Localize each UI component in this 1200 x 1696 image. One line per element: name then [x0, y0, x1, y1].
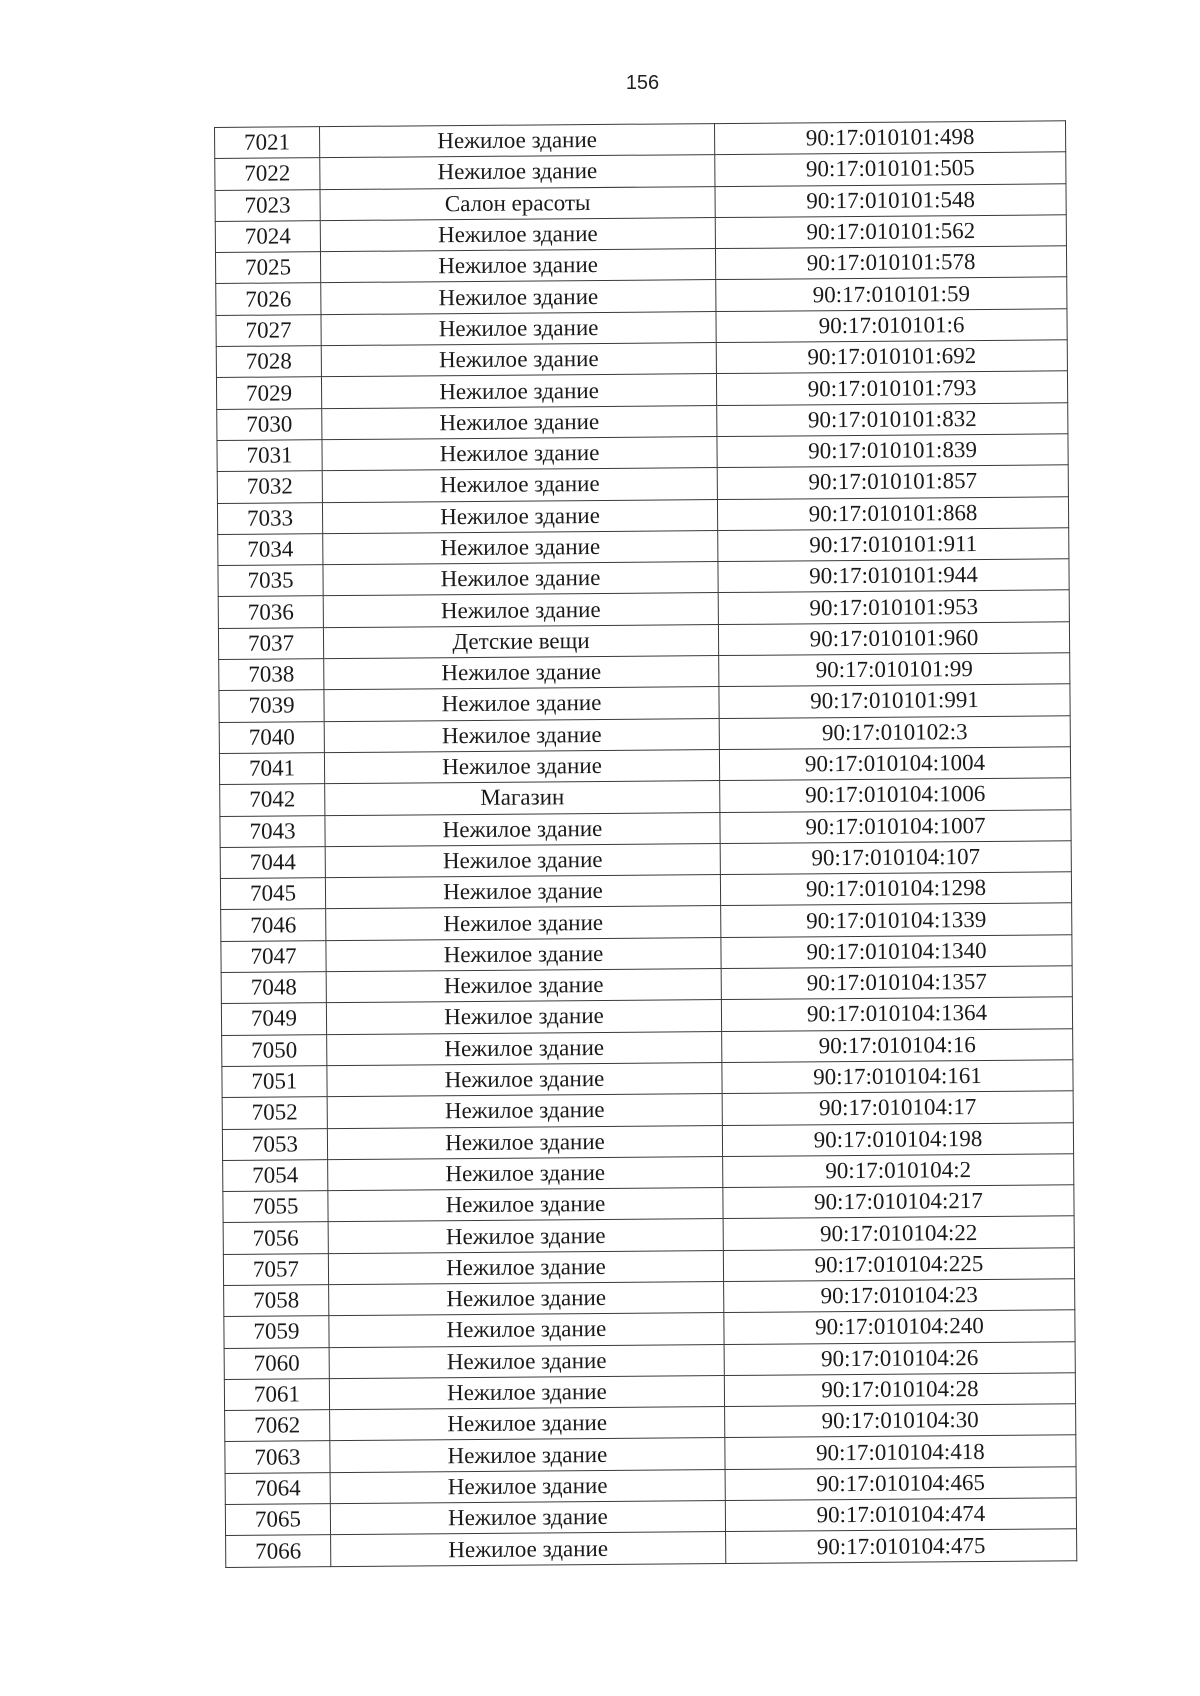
cadastral-number-cell: 90:17:010104:1340: [721, 935, 1072, 969]
object-name-cell: Нежилое здание: [323, 593, 718, 627]
object-name-cell: Нежилое здание: [323, 562, 718, 596]
object-name-cell: Детские вещи: [323, 624, 718, 658]
row-number-cell: 7030: [217, 408, 322, 440]
table-row: [226, 1529, 1077, 1567]
object-name-cell: Салон ерасоты: [320, 186, 715, 220]
row-number-cell: 7039: [219, 690, 324, 722]
object-name-cell: Нежилое здание: [330, 1407, 725, 1441]
cadastral-number-cell: 90:17:010101:498: [714, 121, 1065, 155]
row-number-cell: 7063: [225, 1441, 330, 1473]
registry-table: [214, 120, 1077, 1567]
cadastral-number-cell: 90:17:010104:474: [725, 1498, 1076, 1532]
object-name-cell: Нежилое здание: [327, 1094, 722, 1128]
row-number-cell: 7052: [222, 1097, 327, 1129]
row-number-cell: 7048: [221, 972, 326, 1004]
cadastral-number-cell: 90:17:010101:578: [715, 246, 1066, 280]
object-name-cell: Нежилое здание: [327, 1031, 722, 1065]
object-name-cell: Нежилое здание: [320, 124, 715, 158]
object-name-cell: Нежилое здание: [321, 374, 716, 408]
cadastral-number-cell: 90:17:010104:1298: [720, 872, 1071, 906]
object-name-cell: Нежилое здание: [324, 687, 719, 721]
object-name-cell: Нежилое здание: [330, 1469, 725, 1503]
row-number-cell: 7036: [218, 596, 323, 628]
row-number-cell: 7045: [220, 878, 325, 910]
row-number-cell: 7031: [217, 440, 322, 472]
row-number-cell: 7059: [224, 1316, 329, 1348]
cadastral-number-cell: 90:17:010101:692: [716, 340, 1067, 374]
object-name-cell: Нежилое здание: [325, 843, 720, 877]
object-name-cell: Нежилое здание: [326, 969, 721, 1003]
row-number-cell: 7024: [215, 221, 320, 253]
registry-table-body: [215, 121, 1077, 1567]
cadastral-number-cell: 90:17:010101:59: [716, 277, 1067, 311]
object-name-cell: Нежилое здание: [325, 875, 720, 909]
row-number-cell: 7026: [216, 283, 321, 315]
row-number-cell: 7041: [219, 753, 324, 785]
row-number-cell: 7058: [224, 1285, 329, 1317]
row-number-cell: 7042: [220, 784, 325, 816]
object-name-cell: Нежилое здание: [328, 1219, 723, 1253]
cadastral-number-cell: 90:17:010104:240: [724, 1310, 1075, 1344]
cadastral-number-cell: 90:17:010101:991: [719, 684, 1070, 718]
cadastral-number-cell: 90:17:010104:217: [723, 1185, 1074, 1219]
row-number-cell: 7047: [221, 940, 326, 972]
object-name-cell: Нежилое здание: [322, 437, 717, 471]
cadastral-number-cell: 90:17:010102:3: [719, 715, 1070, 749]
row-number-cell: 7029: [216, 377, 321, 409]
row-number-cell: 7037: [218, 627, 323, 659]
object-name-cell: Нежилое здание: [324, 749, 719, 783]
row-number-cell: 7046: [221, 909, 326, 941]
cadastral-number-cell: 90:17:010104:161: [722, 1060, 1073, 1094]
row-number-cell: 7055: [223, 1191, 328, 1223]
row-number-cell: 7023: [215, 189, 320, 221]
object-name-cell: Нежилое здание: [330, 1501, 725, 1535]
cadastral-number-cell: 90:17:010104:1007: [720, 809, 1071, 843]
row-number-cell: 7061: [224, 1379, 329, 1411]
object-name-cell: Нежилое здание: [331, 1532, 726, 1566]
row-number-cell: 7057: [223, 1253, 328, 1285]
cadastral-number-cell: 90:17:010104:23: [724, 1279, 1075, 1313]
cadastral-number-cell: 90:17:010104:1339: [721, 903, 1072, 937]
cadastral-number-cell: 90:17:010104:1364: [721, 997, 1072, 1031]
cadastral-number-cell: 90:17:010101:944: [718, 559, 1069, 593]
row-number-cell: 7056: [223, 1222, 328, 1254]
row-number-cell: 7050: [222, 1034, 327, 1066]
cadastral-number-cell: 90:17:010104:26: [724, 1341, 1075, 1375]
object-name-cell: Нежилое здание: [327, 1062, 722, 1096]
row-number-cell: 7065: [225, 1504, 330, 1536]
row-number-cell: 7051: [222, 1066, 327, 1098]
cadastral-number-cell: 90:17:010101:868: [717, 496, 1068, 530]
cadastral-number-cell: 90:17:010101:857: [717, 465, 1068, 499]
object-name-cell: Нежилое здание: [328, 1188, 723, 1222]
cadastral-number-cell: 90:17:010101:562: [715, 215, 1066, 249]
object-name-cell: Нежилое здание: [322, 468, 717, 502]
row-number-cell: 7027: [216, 314, 321, 346]
row-number-cell: 7033: [217, 502, 322, 534]
object-name-cell: Нежилое здание: [329, 1313, 724, 1347]
row-number-cell: 7064: [225, 1472, 330, 1504]
row-number-cell: 7044: [220, 846, 325, 878]
row-number-cell: 7062: [225, 1410, 330, 1442]
cadastral-number-cell: 90:17:010101:99: [719, 653, 1070, 687]
object-name-cell: Нежилое здание: [320, 155, 715, 189]
object-name-cell: Нежилое здание: [324, 656, 719, 690]
cadastral-number-cell: 90:17:010104:475: [726, 1529, 1077, 1563]
object-name-cell: Нежилое здание: [328, 1156, 723, 1190]
object-name-cell: Нежилое здание: [326, 937, 721, 971]
cadastral-number-cell: 90:17:010101:6: [716, 309, 1067, 343]
cadastral-number-cell: 90:17:010104:465: [725, 1467, 1076, 1501]
cadastral-number-cell: 90:17:010104:22: [723, 1216, 1074, 1250]
object-name-cell: Нежилое здание: [329, 1344, 724, 1378]
cadastral-number-cell: 90:17:010104:418: [725, 1435, 1076, 1469]
row-number-cell: 7022: [215, 158, 320, 190]
object-name-cell: Нежилое здание: [321, 343, 716, 377]
cadastral-number-cell: 90:17:010104:16: [722, 1028, 1073, 1062]
cadastral-number-cell: 90:17:010104:30: [725, 1404, 1076, 1438]
object-name-cell: Нежилое здание: [321, 280, 716, 314]
object-name-cell: Нежилое здание: [330, 1438, 725, 1472]
object-name-cell: Нежилое здание: [323, 530, 718, 564]
object-name-cell: Нежилое здание: [320, 217, 715, 251]
object-name-cell: Нежилое здание: [322, 405, 717, 439]
object-name-cell: Нежилое здание: [329, 1282, 724, 1316]
object-name-cell: Нежилое здание: [325, 812, 720, 846]
cadastral-number-cell: 90:17:010104:1004: [719, 747, 1070, 781]
object-name-cell: Нежилое здание: [320, 249, 715, 283]
row-number-cell: 7032: [217, 471, 322, 503]
row-number-cell: 7035: [218, 565, 323, 597]
object-name-cell: Нежилое здание: [328, 1250, 723, 1284]
object-name-cell: Нежилое здание: [326, 1000, 721, 1034]
cadastral-number-cell: 90:17:010101:548: [715, 183, 1066, 217]
row-number-cell: 7040: [219, 721, 324, 753]
cadastral-number-cell: 90:17:010104:107: [720, 841, 1071, 875]
cadastral-number-cell: 90:17:010101:793: [716, 371, 1067, 405]
cadastral-number-cell: 90:17:010101:960: [718, 622, 1069, 656]
row-number-cell: 7021: [215, 127, 320, 159]
cadastral-number-cell: 90:17:010104:225: [723, 1247, 1074, 1281]
cadastral-number-cell: 90:17:010101:911: [718, 528, 1069, 562]
row-number-cell: 7038: [219, 659, 324, 691]
object-name-cell: Нежилое здание: [321, 311, 716, 345]
object-name-cell: Нежилое здание: [324, 718, 719, 752]
cadastral-number-cell: 90:17:010104:198: [722, 1122, 1073, 1156]
object-name-cell: Нежилое здание: [322, 499, 717, 533]
cadastral-number-cell: 90:17:010104:2: [723, 1154, 1074, 1188]
cadastral-number-cell: 90:17:010104:17: [722, 1091, 1073, 1125]
cadastral-number-cell: 90:17:010101:839: [717, 434, 1068, 468]
row-number-cell: 7060: [224, 1347, 329, 1379]
row-number-cell: 7028: [216, 346, 321, 378]
cadastral-number-cell: 90:17:010104:1357: [721, 966, 1072, 1000]
row-number-cell: 7049: [221, 1003, 326, 1035]
object-name-cell: Нежилое здание: [326, 906, 721, 940]
cadastral-number-cell: 90:17:010101:953: [718, 590, 1069, 624]
row-number-cell: 7054: [223, 1159, 328, 1191]
page-number: 156: [625, 72, 660, 94]
object-name-cell: Магазин: [325, 781, 720, 815]
row-number-cell: 7034: [218, 534, 323, 566]
cadastral-number-cell: 90:17:010101:505: [715, 152, 1066, 186]
row-number-cell: 7053: [222, 1128, 327, 1160]
cadastral-number-cell: 90:17:010104:28: [724, 1373, 1075, 1407]
row-number-cell: 7025: [215, 252, 320, 284]
cadastral-number-cell: 90:17:010101:832: [717, 402, 1068, 436]
object-name-cell: Нежилое здание: [329, 1375, 724, 1409]
registry-table-container: [214, 120, 1077, 1567]
row-number-cell: 7066: [226, 1535, 331, 1567]
object-name-cell: Нежилое здание: [327, 1125, 722, 1159]
cadastral-number-cell: 90:17:010104:1006: [720, 778, 1071, 812]
row-number-cell: 7043: [220, 815, 325, 847]
